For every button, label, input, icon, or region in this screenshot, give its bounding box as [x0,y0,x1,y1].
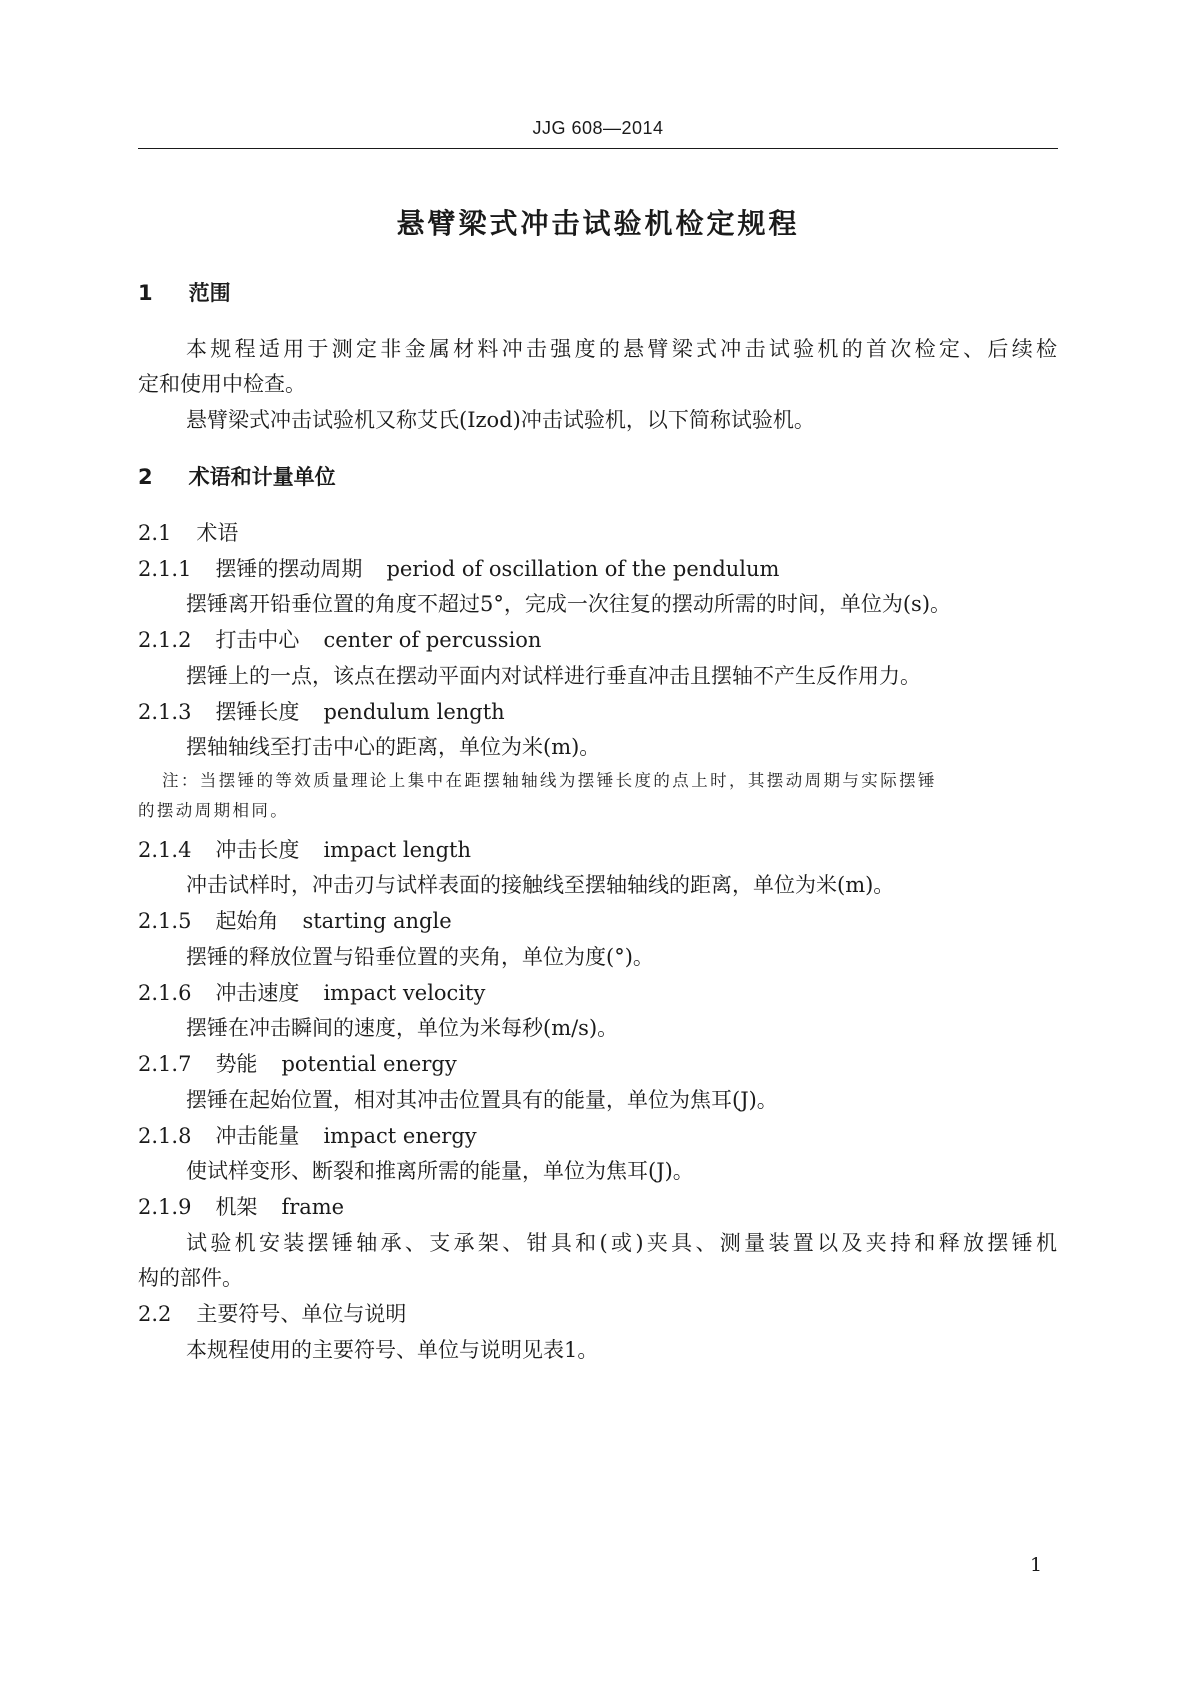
section-1-number: 1 [138,281,153,305]
term-number: 2.1.1 [138,557,192,581]
term-2-1-8-heading [138,1126,477,1147]
term-english: impact velocity [323,981,486,1005]
term-chinese: 冲击能量 [215,1124,300,1148]
term-number: 2.1.5 [138,909,192,933]
term-2-1-9-definition-line-2: 构的部件。 [138,1266,243,1290]
term-2-1-9-definition-line-1: 试验机安装摆锤轴承、支承架、钳具和(或)夹具、测量装置以及夹持和释放摆锤机 [186,1231,1057,1255]
subsection-2-2-number: 2.2 [138,1302,172,1326]
term-chinese: 冲击长度 [215,838,300,862]
term-2-1-8-definition: 使试样变形、断裂和推离所需的能量，单位为焦耳(J)。 [186,1159,694,1183]
note-line-2: 的摆动周期相同。 [138,801,290,820]
term-english: starting angle [302,909,452,933]
section-1-title: 范围 [188,281,231,305]
subsection-2-1-title: 术语 [196,521,239,545]
term-2-1-6-definition: 摆锤在冲击瞬间的速度，单位为米每秒(m/s)。 [186,1016,619,1040]
header-divider [138,148,1058,149]
term-2-1-9-heading [138,1197,344,1218]
term-number: 2.1.6 [138,981,192,1005]
term-english: period of oscillation of the pendulum [386,557,780,581]
term-number: 2.1.4 [138,838,192,862]
term-english: potential energy [281,1052,457,1076]
term-number: 2.1.8 [138,1124,192,1148]
note-line-1: 注：当摆锤的等效质量理论上集中在距摆轴轴线为摆锤长度的点上时，其摆动周期与实际摆锤 [162,771,937,790]
subsection-2-2-heading [138,1304,406,1325]
term-2-1-7-heading [138,1054,457,1075]
section-1-paragraph-1-line-1: 本规程适用于测定非金属材料冲击强度的悬臂梁式冲击试验机的首次检定、后续检 [186,337,1057,361]
term-english: impact energy [323,1124,477,1148]
term-2-1-4-definition: 冲击试样时，冲击刃与试样表面的接触线至摆轴轴线的距离，单位为米(m)。 [186,873,895,897]
term-number: 2.1.7 [138,1052,192,1076]
term-2-1-4-heading [138,840,471,861]
page-title: 悬臂梁式冲击试验机检定规程 [396,207,800,240]
term-2-1-5-definition: 摆锤的释放位置与铅垂位置的夹角，单位为度(°)。 [186,945,654,969]
term-english: impact length [323,838,471,862]
term-2-1-1-definition: 摆锤离开铅垂位置的角度不超过5°，完成一次往复的摆动所需的时间，单位为(s)。 [186,592,952,616]
subsection-2-2-text: 本规程使用的主要符号、单位与说明见表1。 [186,1338,599,1362]
section-2-heading [138,467,336,488]
term-chinese: 冲击速度 [215,981,300,1005]
section-1-paragraph-2: 悬臂梁式冲击试验机又称艾氏(Izod)冲击试验机，以下简称试验机。 [186,408,815,432]
section-2-number: 2 [138,465,153,489]
term-2-1-7-definition: 摆锤在起始位置，相对其冲击位置具有的能量，单位为焦耳(J)。 [186,1088,778,1112]
term-number: 2.1.3 [138,700,192,724]
section-1-paragraph-1-line-2: 定和使用中检查。 [138,372,306,396]
subsection-2-1-heading [138,523,238,544]
term-chinese: 机架 [215,1195,258,1219]
section-2-title: 术语和计量单位 [188,465,336,489]
term-2-1-2-heading [138,630,541,651]
term-2-1-5-heading [138,911,452,932]
section-1-heading [138,283,231,304]
term-chinese: 起始角 [215,909,279,933]
term-chinese: 势能 [215,1052,258,1076]
term-chinese: 摆锤长度 [215,700,300,724]
term-2-1-2-definition: 摆锤上的一点，该点在摆动平面内对试样进行垂直冲击且摆轴不产生反作用力。 [186,664,921,688]
page-number: 1 [1030,1554,1043,1576]
subsection-2-2-title: 主要符号、单位与说明 [196,1302,407,1326]
term-english: frame [281,1195,345,1219]
term-2-1-1-heading [138,559,779,580]
term-number: 2.1.9 [138,1195,192,1219]
term-english: center of percussion [323,628,542,652]
term-2-1-3-definition: 摆轴轴线至打击中心的距离，单位为米(m)。 [186,735,601,759]
document-code-header: JJG 608—2014 [532,118,664,138]
subsection-2-1-number: 2.1 [138,521,172,545]
term-chinese: 摆锤的摆动周期 [215,557,363,581]
term-english: pendulum length [323,700,505,724]
term-number: 2.1.2 [138,628,192,652]
term-chinese: 打击中心 [215,628,300,652]
term-2-1-6-heading [138,983,485,1004]
term-2-1-3-heading [138,702,505,723]
